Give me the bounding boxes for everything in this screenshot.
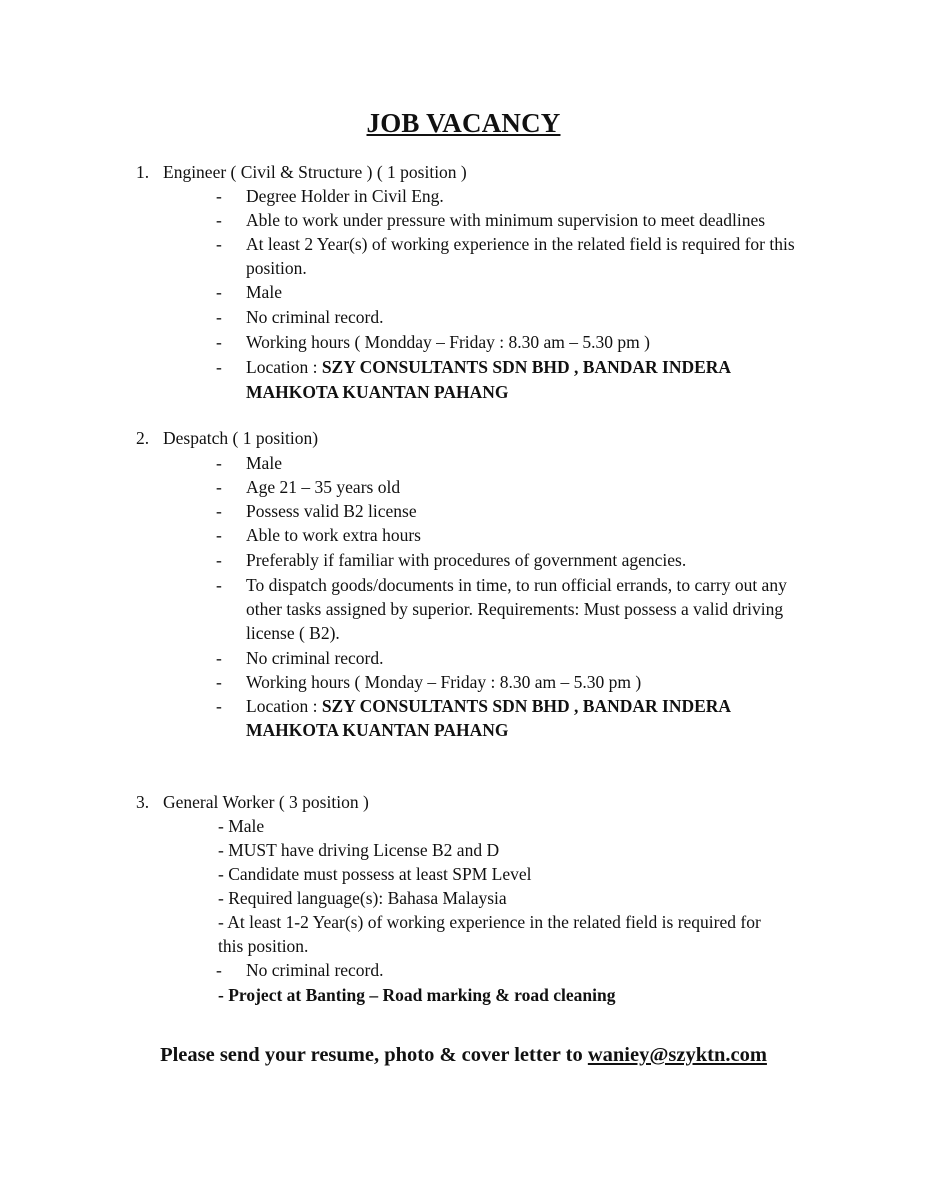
bullet-dash: - xyxy=(216,696,222,716)
bullet-dash: - xyxy=(216,234,222,254)
requirement-item-continued: this position. xyxy=(218,936,309,956)
requirement-item: Male xyxy=(246,453,282,473)
requirement-item: Able to work extra hours xyxy=(246,525,421,545)
bullet-dash: - xyxy=(216,960,222,980)
job-heading: Engineer ( Civil & Structure ) ( 1 position ) xyxy=(163,162,467,182)
job-number: 3. xyxy=(136,792,150,812)
job-number: 1. xyxy=(136,162,150,182)
requirement-item: - Male xyxy=(218,816,265,836)
bullet-dash: - xyxy=(216,332,222,352)
email-link[interactable]: waniey@szyktn.com xyxy=(587,1044,767,1066)
job-heading: General Worker ( 3 position ) xyxy=(163,792,369,812)
bullet-dash: - xyxy=(216,575,222,595)
bullet-dash: - xyxy=(216,550,222,570)
application-instructions xyxy=(0,1044,927,1067)
bullet-dash: - xyxy=(216,672,222,692)
location xyxy=(246,355,731,379)
bullet-dash: - xyxy=(216,525,222,545)
requirement-item: At least 2 Year(s) of working experience in the related field is required for this xyxy=(246,234,795,254)
bullet-dash: - xyxy=(216,501,222,521)
requirement-item: - Candidate must possess at least SPM Level xyxy=(218,864,532,884)
job-heading: Despatch ( 1 position) xyxy=(163,428,319,448)
requirement-item-continued: other tasks assigned by superior. Requirements: Must possess a valid driving xyxy=(246,599,784,619)
bullet-dash: - xyxy=(216,282,222,302)
job-number: 2. xyxy=(136,428,150,448)
location xyxy=(246,694,731,718)
working-hours: Working hours ( Mondday – Friday : 8.30 am – 5.30 pm ) xyxy=(246,332,650,352)
requirement-item-continued: license ( B2). xyxy=(246,623,340,643)
requirement-item: To dispatch goods/documents in time, to run official errands, to carry out any xyxy=(246,575,787,595)
bullet-dash: - xyxy=(216,477,222,497)
location-label: Location : xyxy=(246,696,322,716)
page-title: JOB VACANCY xyxy=(366,108,561,138)
requirement-item: - Required language(s): Bahasa Malaysia xyxy=(218,888,507,908)
location-value-continued: MAHKOTA KUANTAN PAHANG xyxy=(246,382,509,402)
requirement-item: No criminal record. xyxy=(246,960,384,980)
bullet-dash: - xyxy=(216,186,222,206)
working-hours: Working hours ( Monday – Friday : 8.30 am – 5.30 pm ) xyxy=(246,672,642,692)
bullet-dash: - xyxy=(216,648,222,668)
location-value: SZY CONSULTANTS SDN BHD , BANDAR INDERA xyxy=(321,357,732,377)
bullet-dash: - xyxy=(216,453,222,473)
bullet-dash: - xyxy=(216,210,222,230)
location-value-continued: MAHKOTA KUANTAN PAHANG xyxy=(246,720,509,740)
requirement-item: No criminal record. xyxy=(246,648,384,668)
location-label: Location : xyxy=(246,357,322,377)
requirement-item: Possess valid B2 license xyxy=(246,501,417,521)
requirement-item: Degree Holder in Civil Eng. xyxy=(246,186,444,206)
requirement-item: - MUST have driving License B2 and D xyxy=(218,840,500,860)
bullet-dash: - xyxy=(216,357,222,377)
requirement-item: Preferably if familiar with procedures of government agencies. xyxy=(246,550,687,570)
footer-text: Please send your resume, photo & cover letter to xyxy=(160,1044,588,1066)
requirement-item: Male xyxy=(246,282,282,302)
location-value: SZY CONSULTANTS SDN BHD , BANDAR INDERA xyxy=(321,696,732,716)
requirement-item: - At least 1-2 Year(s) of working experience in the related field is required for xyxy=(218,912,761,932)
requirement-item: Age 21 – 35 years old xyxy=(246,477,401,497)
project-note: - Project at Banting – Road marking & road cleaning xyxy=(218,985,616,1005)
requirement-item-continued: position. xyxy=(246,258,307,278)
requirement-item: Able to work under pressure with minimum supervision to meet deadlines xyxy=(246,210,766,230)
bullet-dash: - xyxy=(216,307,222,327)
requirement-item: No criminal record. xyxy=(246,307,384,327)
